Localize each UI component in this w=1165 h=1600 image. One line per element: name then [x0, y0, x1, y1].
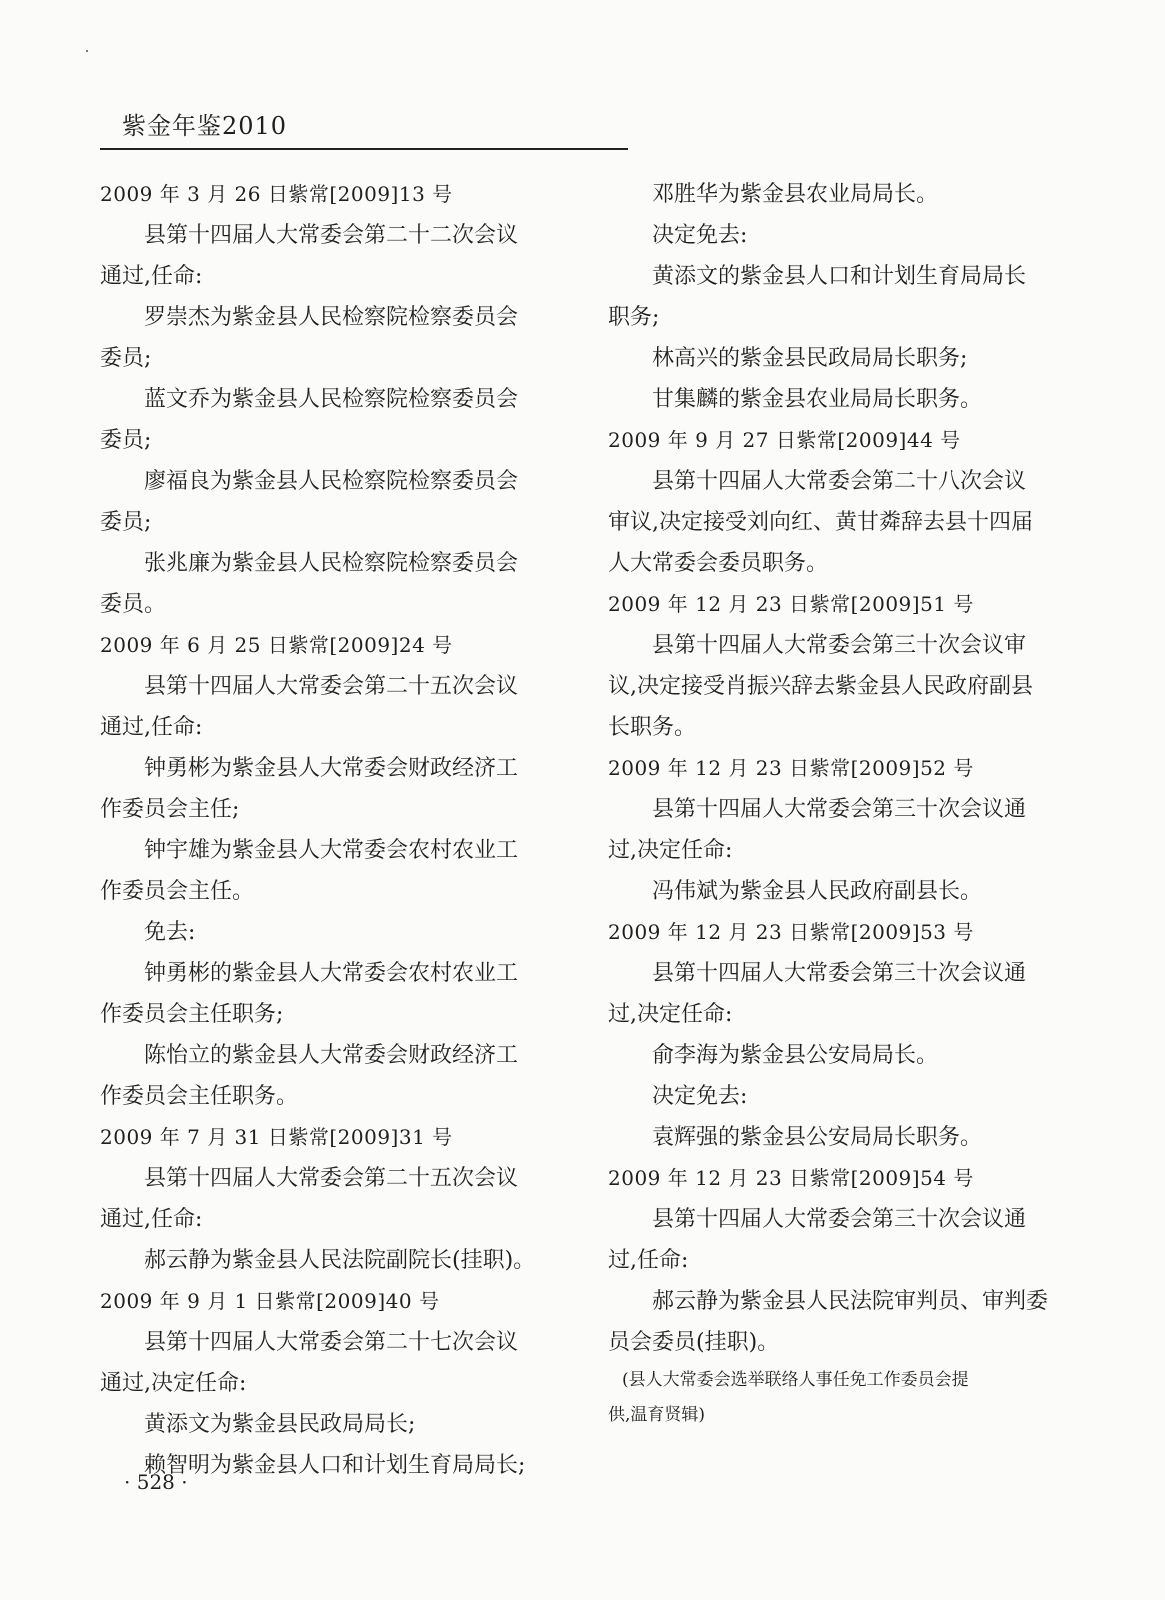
- text-line: 免去:: [144, 920, 196, 945]
- text-line: 决定免去:: [652, 223, 748, 248]
- text-line: 县第十四届人大常委会第二十七次会议: [144, 1330, 519, 1355]
- text-line: 通过,任命:: [100, 1207, 203, 1232]
- header-rule: [100, 148, 628, 150]
- document-number-line: 2009 年 9 月 1 日紫常[2009]40 号: [100, 1289, 440, 1313]
- text-line: 委员;: [100, 346, 152, 371]
- text-line: 罗崇杰为紫金县人民检察院检察委员会: [144, 305, 519, 330]
- text-line: 蓝文乔为紫金县人民检察院检察委员会: [144, 387, 519, 412]
- text-line: 钟勇彬为紫金县人大常委会财政经济工: [144, 756, 519, 781]
- running-title: 紫金年鉴2010: [122, 112, 288, 140]
- text-line: 作委员会主任。: [100, 879, 255, 904]
- text-line: 员会委员(挂职)。: [608, 1330, 780, 1355]
- text-line: 郝云静为紫金县人民法院审判员、审判委: [652, 1289, 1049, 1314]
- text-line: 邓胜华为紫金县农业局局长。: [652, 182, 939, 207]
- text-line: 张兆廉为紫金县人民检察院检察委员会: [144, 551, 519, 576]
- document-number-line: 2009 年 6 月 25 日紫常[2009]24 号: [100, 633, 453, 657]
- scan-speck: [86, 50, 88, 52]
- source-note-line: 供,温育贤辑): [608, 1405, 706, 1425]
- text-line: 县第十四届人大常委会第二十五次会议: [144, 674, 519, 699]
- document-number-line: 2009 年 12 月 23 日紫常[2009]51 号: [608, 592, 974, 616]
- text-line: 钟宇雄为紫金县人大常委会农村农业工: [144, 838, 519, 863]
- text-line: 俞李海为紫金县公安局局长。: [652, 1043, 939, 1068]
- text-line: 委员。: [100, 592, 167, 617]
- text-line: 通过,决定任命:: [100, 1371, 247, 1396]
- text-line: 作委员会主任职务。: [100, 1084, 299, 1109]
- text-line: 县第十四届人大常委会第三十次会议通: [652, 797, 1027, 822]
- text-line: 长职务。: [608, 715, 697, 740]
- text-line: 过,决定任命:: [608, 838, 733, 863]
- text-line: 委员;: [100, 428, 152, 453]
- text-line: 通过,任命:: [100, 264, 203, 289]
- text-line: 陈怡立的紫金县人大常委会财政经济工: [144, 1043, 519, 1068]
- text-line: 县第十四届人大常委会第二十五次会议: [144, 1166, 519, 1191]
- text-line: 通过,任命:: [100, 715, 203, 740]
- text-line: 议,决定接受肖振兴辞去紫金县人民政府副县: [608, 674, 1033, 699]
- text-line: 县第十四届人大常委会第二十二次会议: [144, 223, 519, 248]
- text-line: 林高兴的紫金县民政局局长职务;: [652, 346, 968, 371]
- document-number-line: 2009 年 3 月 26 日紫常[2009]13 号: [100, 182, 453, 206]
- source-note-line: (县人大常委会选举联络人事任免工作委员会提: [622, 1370, 969, 1390]
- document-number-line: 2009 年 9 月 27 日紫常[2009]44 号: [608, 428, 961, 452]
- text-line: 审议,决定接受刘向红、黄甘粦辞去县十四届: [608, 510, 1033, 535]
- page-number: · 528 ·: [124, 1470, 188, 1494]
- right-column: [608, 174, 1073, 1433]
- left-column: [100, 174, 565, 1486]
- text-line: 甘集麟的紫金县农业局局长职务。: [652, 387, 983, 412]
- text-line: 过,任命:: [608, 1248, 689, 1273]
- document-number-line: 2009 年 12 月 23 日紫常[2009]52 号: [608, 756, 974, 780]
- document-number-line: 2009 年 12 月 23 日紫常[2009]53 号: [608, 920, 974, 944]
- text-line: 过,决定任命:: [608, 1002, 733, 1027]
- text-line: 赖智明为紫金县人口和计划生育局局长;: [144, 1453, 526, 1478]
- right-column-lines: [608, 174, 1073, 1363]
- text-line: 作委员会主任;: [100, 797, 240, 822]
- document-number-line: 2009 年 7 月 31 日紫常[2009]31 号: [100, 1125, 453, 1149]
- text-line: 钟勇彬的紫金县人大常委会农村农业工: [144, 961, 519, 986]
- text-line: 县第十四届人大常委会第三十次会议通: [652, 1207, 1027, 1232]
- document-number-line: 2009 年 12 月 23 日紫常[2009]54 号: [608, 1166, 974, 1190]
- text-line: 县第十四届人大常委会第二十八次会议: [652, 469, 1027, 494]
- text-line: 县第十四届人大常委会第三十次会议审: [652, 633, 1027, 658]
- text-line: 职务;: [608, 305, 660, 330]
- text-line: 黄添文的紫金县人口和计划生育局局长: [652, 264, 1027, 289]
- text-line: 郝云静为紫金县人民法院副院长(挂职)。: [144, 1248, 536, 1273]
- text-line: 县第十四届人大常委会第三十次会议通: [652, 961, 1027, 986]
- text-line: 作委员会主任职务;: [100, 1002, 284, 1027]
- text-line: 委员;: [100, 510, 152, 535]
- text-line: 袁辉强的紫金县公安局局长职务。: [652, 1125, 983, 1150]
- text-line: 人大常委会委员职务。: [608, 551, 829, 576]
- text-line: 决定免去:: [652, 1084, 748, 1109]
- text-line: 廖福良为紫金县人民检察院检察委员会: [144, 469, 519, 494]
- text-line: 冯伟斌为紫金县人民政府副县长。: [652, 879, 983, 904]
- text-line: 黄添文为紫金县民政局局长;: [144, 1412, 416, 1437]
